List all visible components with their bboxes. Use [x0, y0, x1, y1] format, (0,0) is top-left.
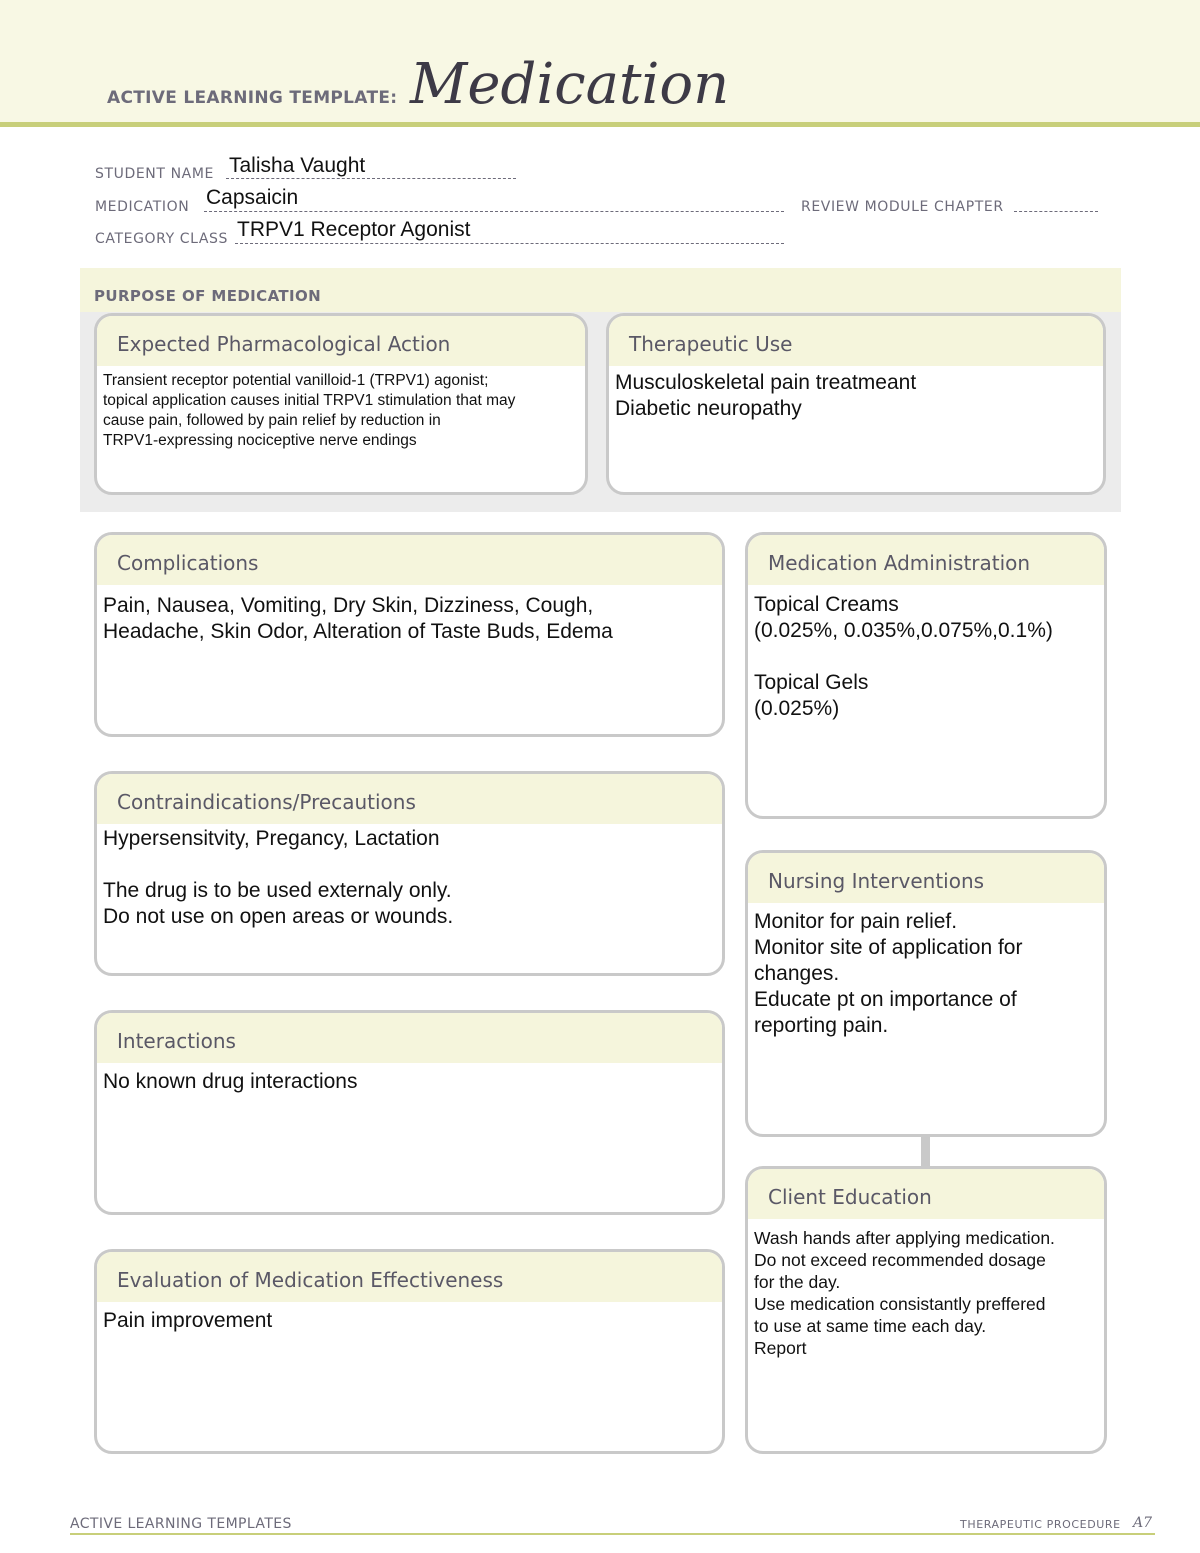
student-name-label: STUDENT NAME	[95, 166, 214, 182]
category-class-label: CATEGORY CLASS	[95, 231, 229, 247]
card-connector	[921, 1134, 930, 1166]
evaluation-title: Evaluation of Medication Effectiveness	[97, 1252, 722, 1302]
page-number: A7	[1133, 1515, 1153, 1531]
student-name-field[interactable]: Talisha Vaught	[229, 154, 366, 177]
review-module-line	[1014, 211, 1098, 212]
medication-line	[204, 211, 784, 212]
client-education-text[interactable]: Wash hands after applying medication. Do not exceed recommended dosage for the day. Use medication consistantly preffered to use at same time each day. Report	[754, 1228, 1055, 1358]
complications-title: Complications	[97, 535, 722, 585]
footer-rule	[70, 1533, 1155, 1535]
therapeutic-use-text[interactable]: Musculoskeletal pain treatmeant Diabetic neuropathy	[615, 371, 917, 420]
client-education-card	[745, 1166, 1107, 1454]
administration-card	[745, 532, 1107, 819]
category-class-line	[235, 243, 784, 244]
expected-action-title: Expected Pharmacological Action	[97, 316, 585, 366]
purpose-label: PURPOSE OF MEDICATION	[94, 287, 322, 305]
administration-text[interactable]: Topical Creams (0.025%, 0.035%,0.075%,0.1%) Topical Gels (0.025%)	[754, 593, 1053, 720]
evaluation-text[interactable]: Pain improvement	[103, 1309, 273, 1332]
nursing-interventions-text[interactable]: Monitor for pain relief. Monitor site of application for changes. Educate pt on importance of reporting pain.	[754, 910, 1023, 1037]
evaluation-card	[94, 1249, 725, 1454]
interactions-card	[94, 1010, 725, 1215]
expected-action-card	[94, 313, 588, 495]
complications-text[interactable]: Pain, Nausea, Vomiting, Dry Skin, Dizziness, Cough, Headache, Skin Odor, Alteration of Taste Buds, Edema	[103, 594, 613, 643]
footer-section-label: THERAPEUTIC PROCEDURE	[960, 1518, 1121, 1531]
complications-card	[94, 532, 725, 737]
medication-field[interactable]: Capsaicin	[206, 186, 299, 209]
contraindications-text[interactable]: Hypersensitvity, Pregancy, Lactation The drug is to be used externaly only. Do not use on open areas or wounds.	[103, 827, 454, 928]
therapeutic-use-card	[606, 313, 1106, 495]
medication-label: MEDICATION	[95, 199, 190, 215]
interactions-text[interactable]: No known drug interactions	[103, 1070, 358, 1093]
footer-left-label: ACTIVE LEARNING TEMPLATES	[70, 1516, 292, 1532]
expected-action-text[interactable]: Transient receptor potential vanilloid-1 (TRPV1) agonist; topical application causes initial TRPV1 stimulation that may cause pain, followed by pain relief by reduction in TRPV1-expressing nociceptive nerve endings	[103, 372, 516, 449]
page-title: Medication	[410, 52, 730, 117]
template-label: ACTIVE LEARNING TEMPLATE:	[107, 88, 398, 108]
nursing-interventions-card	[745, 850, 1107, 1137]
header-rule	[0, 122, 1200, 127]
contraindications-title: Contraindications/Precautions	[97, 774, 722, 824]
therapeutic-use-title: Therapeutic Use	[609, 316, 1103, 366]
contraindications-card	[94, 771, 725, 976]
client-education-title: Client Education	[748, 1169, 1104, 1219]
student-name-line	[226, 178, 516, 179]
administration-title: Medication Administration	[748, 535, 1104, 585]
nursing-interventions-title: Nursing Interventions	[748, 853, 1104, 903]
review-module-label: REVIEW MODULE CHAPTER	[801, 199, 1004, 215]
interactions-title: Interactions	[97, 1013, 722, 1063]
category-class-field[interactable]: TRPV1 Receptor Agonist	[237, 218, 471, 241]
